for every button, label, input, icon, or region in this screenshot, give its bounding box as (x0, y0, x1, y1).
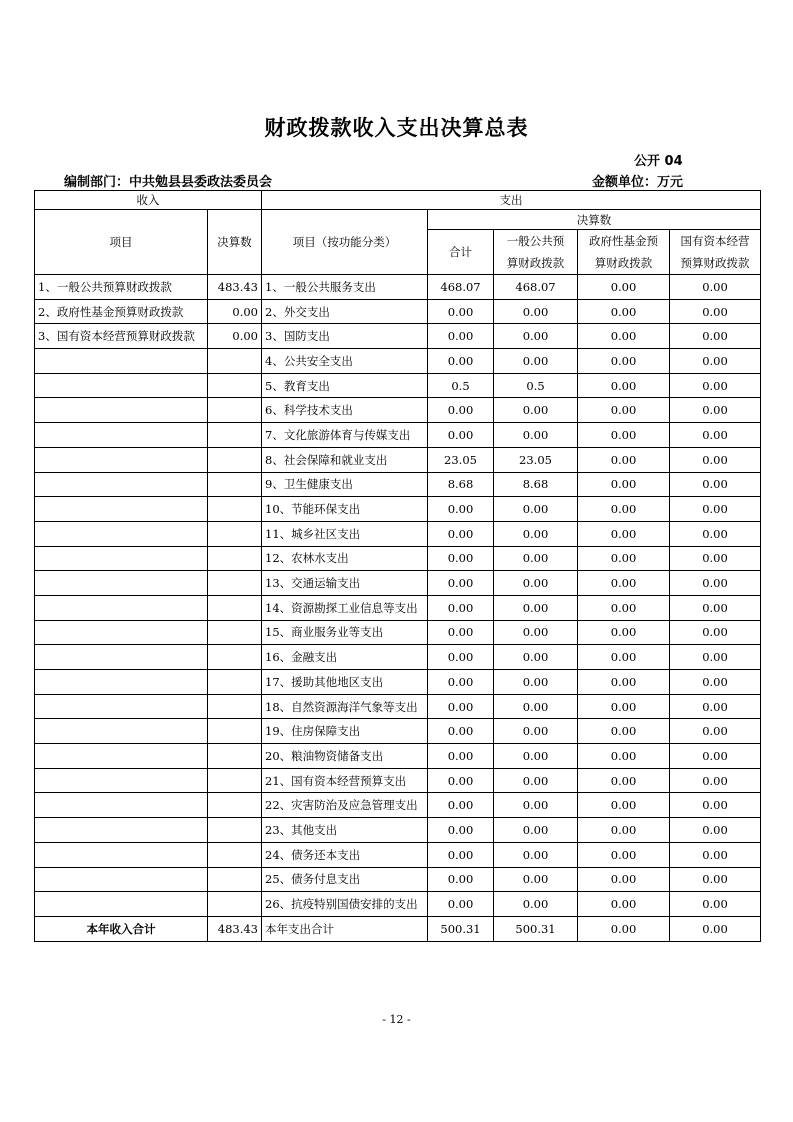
income-item (35, 521, 208, 546)
gov-fund-amount: 0.00 (578, 719, 670, 744)
soe-capital-amount: 0.00 (670, 670, 761, 695)
expense-total: 0.00 (428, 793, 494, 818)
table-row (35, 571, 761, 596)
expense-total: 468.07 (428, 275, 494, 300)
soe-capital-amount: 0.00 (670, 546, 761, 571)
gov-fund-amount: 0.00 (578, 645, 670, 670)
income-amount (208, 373, 262, 398)
final-amount-group-header: 决算数 (428, 210, 761, 230)
income-header: 收入 (35, 191, 262, 210)
income-item (35, 793, 208, 818)
gov-fund-header-line2: 算财政拨款 (594, 256, 653, 270)
expense-total: 23.05 (428, 447, 494, 472)
income-item (35, 842, 208, 867)
general-budget-amount: 8.68 (494, 472, 578, 497)
soe-capital-amount: 0.00 (670, 892, 761, 917)
compiling-department: 编制部门：中共勉县县委政法委员会 (64, 175, 273, 190)
soe-capital-amount: 0.00 (670, 447, 761, 472)
expense-total: 0.00 (428, 670, 494, 695)
general-budget-amount: 0.00 (494, 398, 578, 423)
gov-fund-amount: 0.00 (578, 472, 670, 497)
table-row (35, 472, 761, 497)
income-amount (208, 447, 262, 472)
gov-fund-amount: 0.00 (578, 324, 670, 349)
soe-capital-amount: 0.00 (670, 595, 761, 620)
general-budget-amount: 0.00 (494, 670, 578, 695)
gov-fund-header (578, 230, 670, 275)
expense-item: 23、其他支出 (262, 818, 428, 843)
table-row (35, 744, 761, 769)
income-amount (208, 546, 262, 571)
expense-total: 0.00 (428, 349, 494, 374)
income-item (35, 423, 208, 448)
expense-item: 19、住房保障支出 (262, 719, 428, 744)
income-amount (208, 842, 262, 867)
table-row (35, 324, 761, 349)
income-amount (208, 793, 262, 818)
gov-fund-amount: 0.00 (578, 423, 670, 448)
gov-fund-amount: 0.00 (578, 768, 670, 793)
expense-total: 0.00 (428, 398, 494, 423)
gov-fund-amount: 0.00 (578, 398, 670, 423)
income-item (35, 867, 208, 892)
expense-total: 0.00 (428, 521, 494, 546)
soe-capital-amount: 0.00 (670, 744, 761, 769)
table-row (35, 373, 761, 398)
totals-row (35, 916, 761, 941)
general-budget-amount: 0.00 (494, 299, 578, 324)
general-budget-amount: 0.00 (494, 645, 578, 670)
income-item (35, 373, 208, 398)
soe-capital-header (670, 230, 761, 275)
soe-capital-amount: 0.00 (670, 423, 761, 448)
gov-fund-amount: 0.00 (578, 521, 670, 546)
page-title: 财政拨款收入支出决算总表 (264, 116, 529, 140)
general-budget-header-line2: 算财政拨款 (506, 256, 565, 270)
soe-capital-amount: 0.00 (670, 275, 761, 300)
expense-total-amount: 500.31 (428, 916, 494, 941)
gov-fund-amount: 0.00 (578, 670, 670, 695)
expense-item: 12、农林水支出 (262, 546, 428, 571)
income-item (35, 645, 208, 670)
expense-item: 7、文化旅游体育与传媒支出 (262, 423, 428, 448)
general-budget-amount: 0.00 (494, 324, 578, 349)
expense-item: 14、资源勘探工业信息等支出 (262, 595, 428, 620)
income-item (35, 398, 208, 423)
soe-capital-amount: 0.00 (670, 645, 761, 670)
income-amount (208, 423, 262, 448)
general-budget-amount: 0.00 (494, 818, 578, 843)
gov-fund-amount: 0.00 (578, 595, 670, 620)
gov-fund-amount: 0.00 (578, 275, 670, 300)
expense-total: 0.00 (428, 694, 494, 719)
table-row (35, 275, 761, 300)
expense-total: 0.00 (428, 744, 494, 769)
general-budget-amount: 0.00 (494, 867, 578, 892)
income-item: 2、政府性基金预算财政拨款 (35, 299, 208, 324)
income-total-amount: 483.43 (208, 916, 262, 941)
income-item-header: 项目 (35, 210, 208, 275)
expense-item: 6、科学技术支出 (262, 398, 428, 423)
gov-fund-amount: 0.00 (578, 818, 670, 843)
general-budget-header-line1: 一般公共预 (506, 234, 565, 248)
expense-total: 0.00 (428, 768, 494, 793)
table-row (35, 349, 761, 374)
soe-capital-amount: 0.00 (670, 349, 761, 374)
gov-fund-amount: 0.00 (578, 299, 670, 324)
table-row (35, 398, 761, 423)
income-amount (208, 867, 262, 892)
expense-item: 4、公共安全支出 (262, 349, 428, 374)
soe-capital-amount: 0.00 (670, 398, 761, 423)
income-amount (208, 818, 262, 843)
gov-fund-amount: 0.00 (578, 793, 670, 818)
expense-total: 0.00 (428, 299, 494, 324)
table-row (35, 521, 761, 546)
gov-fund-header-line1: 政府性基金预 (589, 234, 658, 248)
income-item (35, 719, 208, 744)
income-item (35, 497, 208, 522)
table-row (35, 892, 761, 917)
soe-capital-amount: 0.00 (670, 324, 761, 349)
general-budget-header (494, 230, 578, 275)
gov-fund-total: 0.00 (578, 916, 670, 941)
general-budget-amount: 0.00 (494, 521, 578, 546)
soe-capital-amount: 0.00 (670, 373, 761, 398)
table-row (35, 768, 761, 793)
general-budget-amount: 0.00 (494, 842, 578, 867)
table-row (35, 719, 761, 744)
soe-capital-amount: 0.00 (670, 768, 761, 793)
expense-item: 8、社会保障和就业支出 (262, 447, 428, 472)
income-amount (208, 497, 262, 522)
income-item (35, 595, 208, 620)
income-amount (208, 744, 262, 769)
income-item (35, 546, 208, 571)
expense-item: 13、交通运输支出 (262, 571, 428, 596)
general-budget-amount: 0.00 (494, 892, 578, 917)
gov-fund-amount: 0.00 (578, 842, 670, 867)
header-row-2 (35, 210, 761, 230)
income-amount (208, 472, 262, 497)
general-budget-amount: 0.00 (494, 595, 578, 620)
income-item (35, 620, 208, 645)
amount-unit: 金额单位：万元 (592, 175, 684, 190)
expense-item: 10、节能环保支出 (262, 497, 428, 522)
table-row (35, 423, 761, 448)
income-amount (208, 768, 262, 793)
expense-item: 18、自然资源海洋气象等支出 (262, 694, 428, 719)
expense-item: 24、债务还本支出 (262, 842, 428, 867)
expense-total: 8.68 (428, 472, 494, 497)
income-amount (208, 645, 262, 670)
gov-fund-amount: 0.00 (578, 892, 670, 917)
income-item (35, 349, 208, 374)
general-budget-amount: 468.07 (494, 275, 578, 300)
soe-capital-amount: 0.00 (670, 793, 761, 818)
gov-fund-amount: 0.00 (578, 744, 670, 769)
income-item (35, 447, 208, 472)
income-amount (208, 595, 262, 620)
table-row (35, 447, 761, 472)
expense-total: 0.00 (428, 892, 494, 917)
expense-total: 0.00 (428, 497, 494, 522)
soe-capital-amount: 0.00 (670, 521, 761, 546)
income-amount (208, 571, 262, 596)
income-item (35, 768, 208, 793)
expense-item-header: 项目（按功能分类） (262, 210, 428, 275)
expense-total: 0.00 (428, 719, 494, 744)
gov-fund-amount: 0.00 (578, 571, 670, 596)
expense-item: 25、债务付息支出 (262, 867, 428, 892)
income-amount (208, 670, 262, 695)
table-row (35, 546, 761, 571)
general-budget-total: 500.31 (494, 916, 578, 941)
soe-capital-header-line1: 国有资本经营 (680, 234, 750, 248)
income-item: 1、一般公共预算财政拨款 (35, 275, 208, 300)
general-budget-amount: 0.00 (494, 349, 578, 374)
table-row (35, 645, 761, 670)
income-amount-header: 决算数 (208, 210, 262, 275)
soe-capital-amount: 0.00 (670, 818, 761, 843)
expense-item: 22、灾害防治及应急管理支出 (262, 793, 428, 818)
soe-capital-amount: 0.00 (670, 497, 761, 522)
general-budget-amount: 0.00 (494, 768, 578, 793)
expense-item: 26、抗疫特别国债安排的支出 (262, 892, 428, 917)
general-budget-amount: 0.00 (494, 571, 578, 596)
income-amount: 0.00 (208, 324, 262, 349)
income-item: 3、国有资本经营预算财政拨款 (35, 324, 208, 349)
expense-total: 0.00 (428, 645, 494, 670)
general-budget-amount: 0.00 (494, 793, 578, 818)
table-row (35, 793, 761, 818)
gov-fund-amount: 0.00 (578, 620, 670, 645)
income-item (35, 571, 208, 596)
gov-fund-amount: 0.00 (578, 497, 670, 522)
general-budget-amount: 0.00 (494, 719, 578, 744)
income-total-label: 本年收入合计 (35, 916, 208, 941)
income-amount (208, 349, 262, 374)
total-header: 合计 (428, 230, 494, 275)
general-budget-amount: 0.00 (494, 694, 578, 719)
income-amount (208, 719, 262, 744)
soe-capital-total: 0.00 (670, 916, 761, 941)
expense-total: 0.00 (428, 324, 494, 349)
expense-item: 16、金融支出 (262, 645, 428, 670)
gov-fund-amount: 0.00 (578, 447, 670, 472)
table-row (35, 497, 761, 522)
income-item (35, 818, 208, 843)
expense-item: 2、外交支出 (262, 299, 428, 324)
page-number: - 12 - (382, 1013, 411, 1026)
expense-item: 15、商业服务业等支出 (262, 620, 428, 645)
income-amount (208, 892, 262, 917)
table-row (35, 867, 761, 892)
soe-capital-amount: 0.00 (670, 620, 761, 645)
table-row (35, 620, 761, 645)
gov-fund-amount: 0.00 (578, 546, 670, 571)
general-budget-amount: 0.5 (494, 373, 578, 398)
general-budget-amount: 23.05 (494, 447, 578, 472)
soe-capital-amount: 0.00 (670, 867, 761, 892)
expense-total: 0.00 (428, 571, 494, 596)
expense-total: 0.00 (428, 620, 494, 645)
table-row (35, 694, 761, 719)
expense-total-label: 本年支出合计 (262, 916, 428, 941)
income-item (35, 694, 208, 719)
expense-item: 3、国防支出 (262, 324, 428, 349)
income-item (35, 670, 208, 695)
income-amount: 483.43 (208, 275, 262, 300)
soe-capital-amount: 0.00 (670, 472, 761, 497)
expense-total: 0.00 (428, 867, 494, 892)
soe-capital-amount: 0.00 (670, 842, 761, 867)
soe-capital-amount: 0.00 (670, 719, 761, 744)
expense-item: 21、国有资本经营预算支出 (262, 768, 428, 793)
expense-total: 0.00 (428, 546, 494, 571)
table-row (35, 595, 761, 620)
soe-capital-header-line2: 预算财政拨款 (680, 256, 750, 270)
table-row (35, 670, 761, 695)
expense-header: 支出 (262, 191, 761, 210)
expense-total: 0.00 (428, 595, 494, 620)
soe-capital-amount: 0.00 (670, 694, 761, 719)
general-budget-amount: 0.00 (494, 744, 578, 769)
soe-capital-amount: 0.00 (670, 571, 761, 596)
expense-total: 0.00 (428, 842, 494, 867)
income-amount (208, 620, 262, 645)
expense-item: 17、援助其他地区支出 (262, 670, 428, 695)
table-code: 公开 04 (634, 154, 683, 169)
income-amount (208, 398, 262, 423)
table-row (35, 818, 761, 843)
gov-fund-amount: 0.00 (578, 349, 670, 374)
income-item (35, 744, 208, 769)
expense-total: 0.00 (428, 423, 494, 448)
expense-item: 1、一般公共服务支出 (262, 275, 428, 300)
gov-fund-amount: 0.00 (578, 867, 670, 892)
gov-fund-amount: 0.00 (578, 694, 670, 719)
expense-total: 0.00 (428, 818, 494, 843)
income-item (35, 472, 208, 497)
header-row-1 (35, 191, 761, 210)
general-budget-amount: 0.00 (494, 497, 578, 522)
expense-item: 20、粮油物资储备支出 (262, 744, 428, 769)
expense-item: 9、卫生健康支出 (262, 472, 428, 497)
income-item (35, 892, 208, 917)
expense-total: 0.5 (428, 373, 494, 398)
gov-fund-amount: 0.00 (578, 373, 670, 398)
table-row (35, 299, 761, 324)
general-budget-amount: 0.00 (494, 546, 578, 571)
fiscal-summary-table (34, 190, 761, 942)
expense-item: 11、城乡社区支出 (262, 521, 428, 546)
soe-capital-amount: 0.00 (670, 299, 761, 324)
expense-item: 5、教育支出 (262, 373, 428, 398)
income-amount: 0.00 (208, 299, 262, 324)
general-budget-amount: 0.00 (494, 620, 578, 645)
income-amount (208, 521, 262, 546)
income-amount (208, 694, 262, 719)
general-budget-amount: 0.00 (494, 423, 578, 448)
table-row (35, 842, 761, 867)
